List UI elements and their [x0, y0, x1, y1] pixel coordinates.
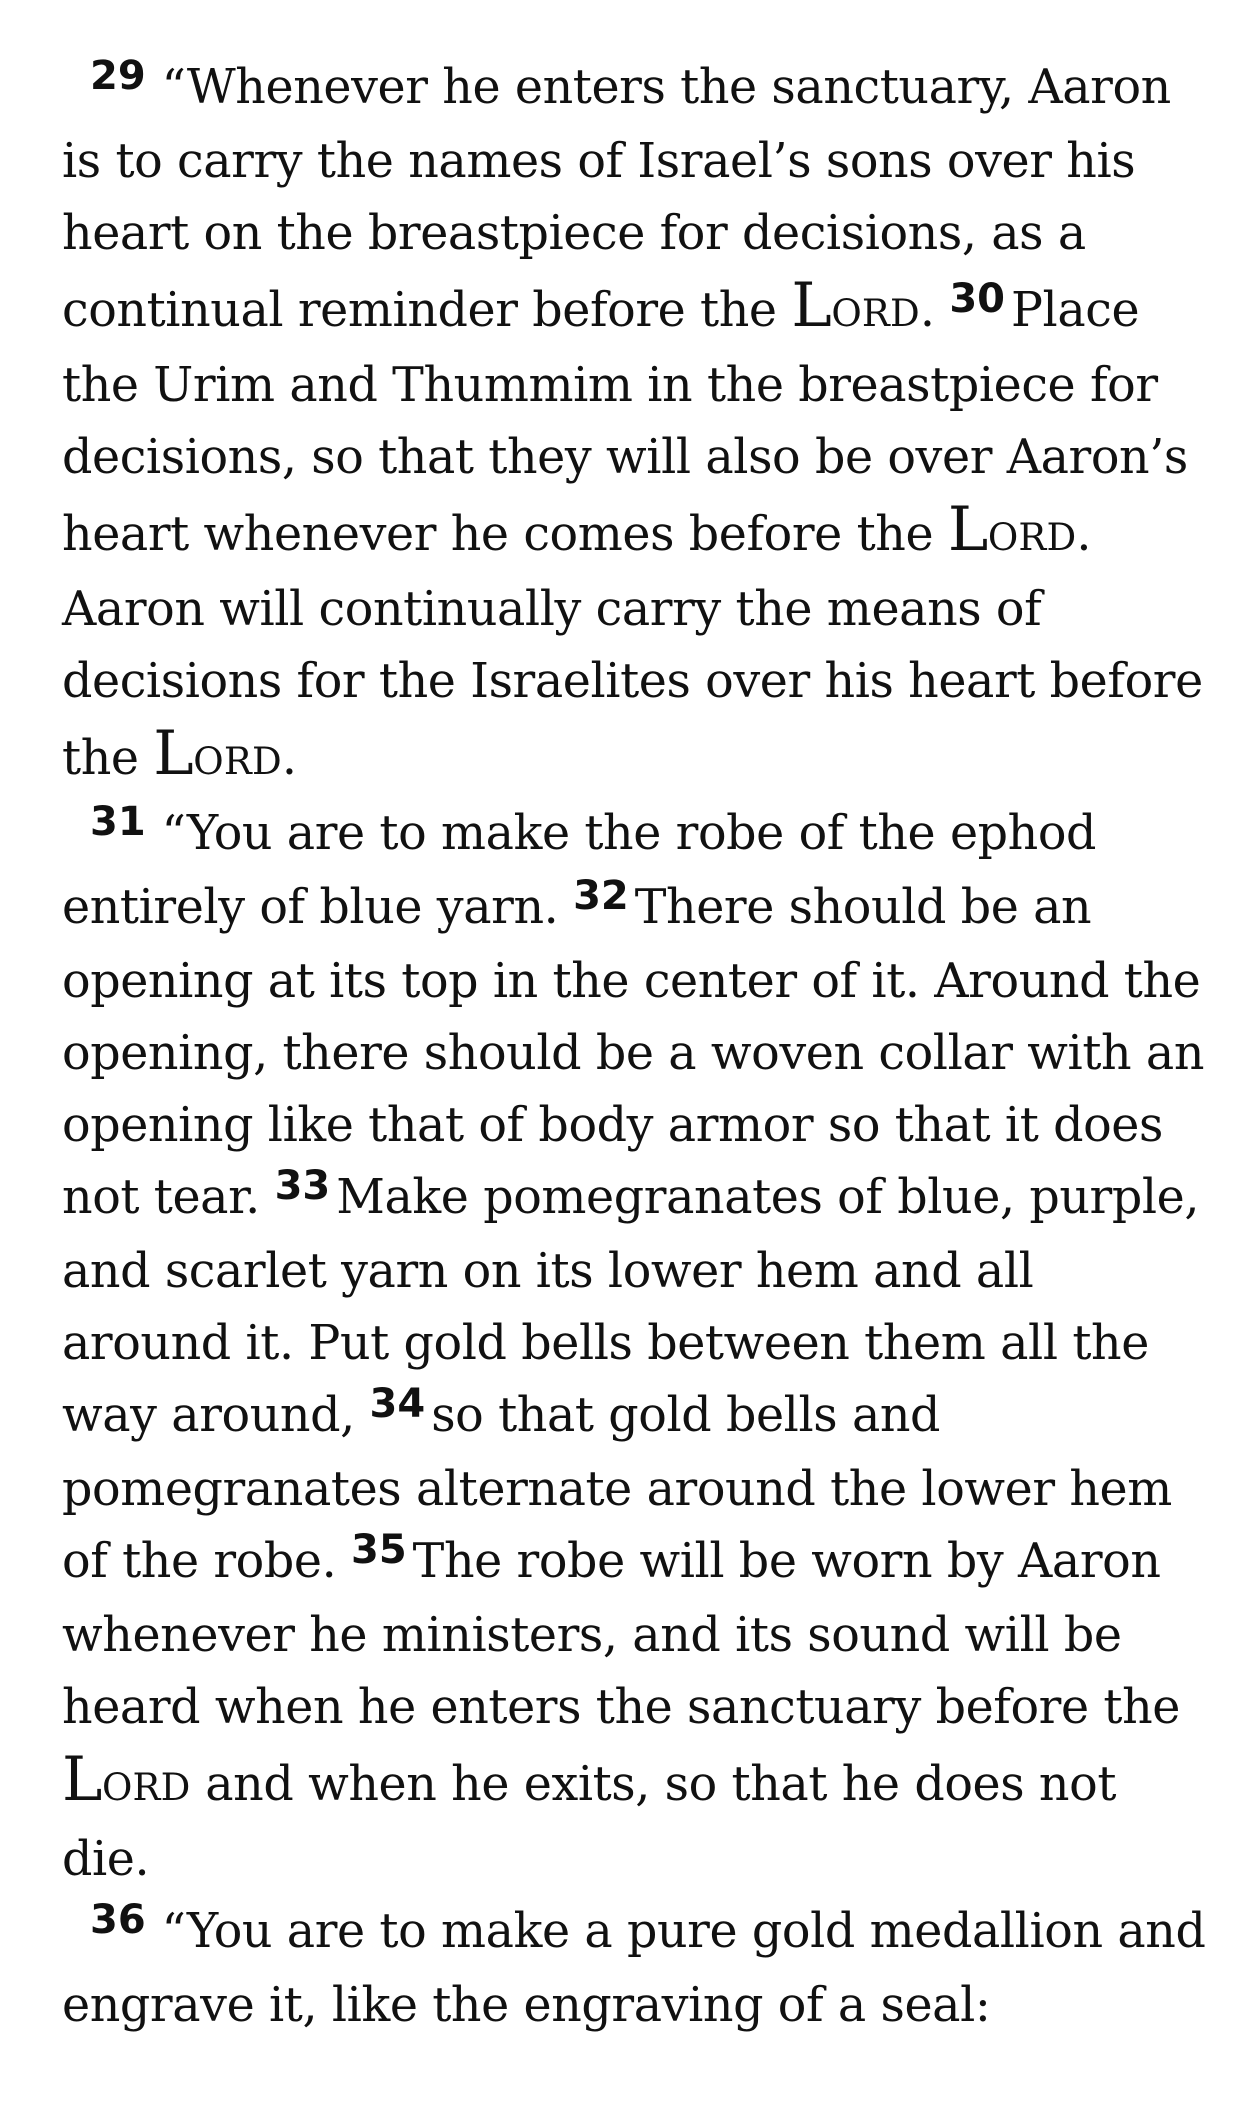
divine-name-initial: L	[62, 1745, 102, 1815]
verse-text: Place the Urim and Thummim in the breastpiece for decisions, so that they will also be over Aaron’s heart whenever he comes before the	[62, 283, 1188, 562]
divine-name-rest: ORD	[831, 292, 920, 335]
verse-number[interactable]: 35	[351, 1527, 407, 1573]
divine-name-initial: L	[947, 495, 988, 565]
verse-text: .	[919, 283, 950, 338]
divine-name	[791, 271, 920, 341]
verse-number[interactable]: 36	[90, 1897, 146, 1943]
paragraph	[62, 1896, 1212, 2042]
scripture-text	[62, 52, 1212, 2042]
divine-name	[947, 495, 1077, 565]
verse-text: “You are to make the robe of the ephod entirely of blue yarn.	[62, 806, 1097, 935]
divine-name-initial: L	[791, 271, 832, 341]
verse-number[interactable]: 32	[573, 873, 629, 919]
paragraph	[62, 798, 1212, 1896]
divine-name	[153, 719, 282, 789]
verse-text: so that gold bells and pomegranates alternate around the lower hem of the robe.	[62, 1388, 1172, 1589]
verse-number[interactable]: 31	[90, 799, 146, 845]
verse-text: “Whenever he enters the sanctuary, Aaron is to carry the names of Israel’s sons over his heart on the breastpiece for decisions, as a continual reminder before the	[62, 60, 1171, 338]
divine-name	[62, 1745, 191, 1815]
paragraph	[62, 52, 1212, 798]
verse-text: “You are to make a pure gold medallion and engrave it, like the engraving of a seal:	[62, 1904, 1206, 2033]
divine-name-rest: ORD	[101, 1766, 191, 1809]
verse-text: Make pomegranates of blue, purple, and scarlet yarn on its lower hem and all around it. Put gold bells between them all the way around,	[62, 1170, 1200, 1443]
divine-name-rest: ORD	[987, 516, 1077, 559]
verse-text: . Aaron will continually carry the means of decisions for the Israelites over his heart before the	[62, 507, 1203, 786]
verse-text: and when he exits, so that he does not die.	[62, 1757, 1117, 1887]
verse-number[interactable]: 29	[90, 53, 146, 99]
verse-number[interactable]: 33	[274, 1163, 331, 1209]
verse-text: The robe will be worn by Aaron whenever he ministers, and its sound will be heard when he enters the sanctuary before the	[62, 1534, 1180, 1735]
verse-number[interactable]: 34	[369, 1381, 426, 1427]
divine-name-rest: ORD	[193, 740, 282, 783]
verse-text: .	[281, 731, 297, 786]
verse-text: There should be an opening at its top in the center of it. Around the opening, there should be a woven collar with an opening like that of body armor so that it does not tear.	[62, 880, 1205, 1225]
verse-number[interactable]: 30	[949, 276, 1005, 322]
divine-name-initial: L	[153, 719, 194, 789]
